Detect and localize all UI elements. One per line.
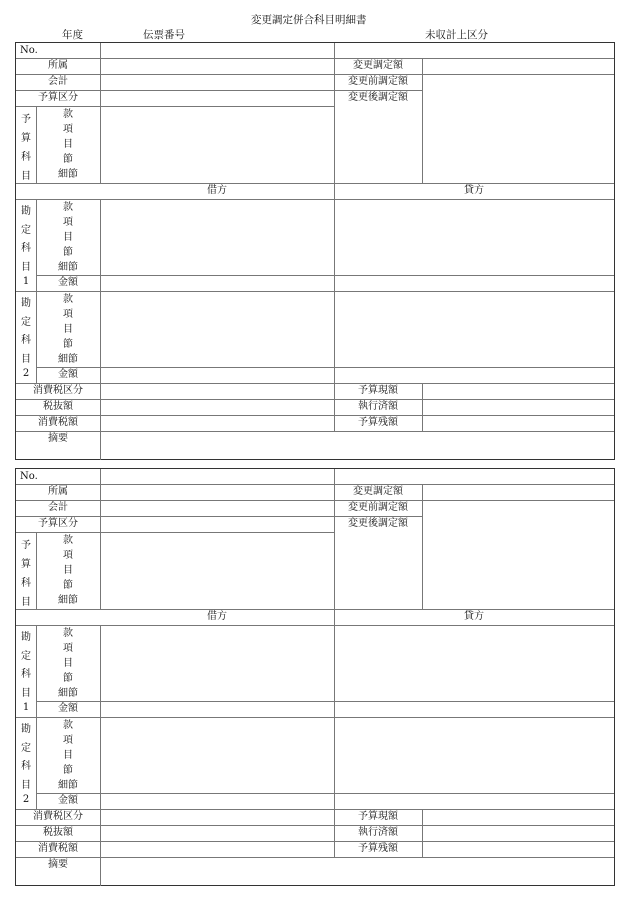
change-amount-label: 変更調定額 — [353, 486, 403, 497]
tax-amount-field[interactable] — [101, 416, 334, 431]
credit-amount-1-field[interactable] — [335, 276, 614, 291]
summary-label: 摘要 — [48, 859, 68, 870]
level-saisetsu: 細節 — [58, 595, 78, 606]
after-amount-label: 変更後調定額 — [348, 92, 408, 103]
credit-header: 貸方 — [464, 185, 484, 196]
summary-field[interactable] — [101, 432, 614, 459]
level-saisetsu: 細節 — [58, 169, 78, 180]
tax-amount-label: 消費税額 — [38, 417, 78, 428]
budget-current-label: 予算現額 — [358, 811, 398, 822]
debit-subject-1-field[interactable] — [101, 200, 334, 275]
budget-category-field[interactable] — [101, 517, 334, 532]
unrecorded-category-label: 未収計上区分 — [425, 29, 488, 41]
debit-amount-1-field[interactable] — [101, 702, 334, 717]
department-field[interactable] — [101, 485, 334, 500]
detail-form-1 — [15, 42, 615, 460]
budget-category-label: 予算区分 — [38, 518, 78, 529]
level-kou-2: 項 — [63, 735, 73, 746]
fiscal-year-label: 年度 — [62, 29, 83, 41]
budget-current-field[interactable] — [423, 384, 614, 399]
level-kan-1: 款 — [63, 202, 73, 213]
level-moku-1: 目 — [63, 658, 73, 669]
budget-remaining-field[interactable] — [423, 842, 614, 857]
level-kou-1: 項 — [63, 643, 73, 654]
level-kou-2: 項 — [63, 309, 73, 320]
credit-header: 貸方 — [464, 611, 484, 622]
level-kan-2: 款 — [63, 294, 73, 305]
budget-current-field[interactable] — [423, 810, 614, 825]
debit-amount-2-field[interactable] — [101, 368, 334, 383]
voucher-number-label: 伝票番号 — [143, 29, 185, 41]
after-amount-label: 変更後調定額 — [348, 518, 408, 529]
summary-label: 摘要 — [48, 433, 68, 444]
level-kan-1: 款 — [63, 628, 73, 639]
account-subject-1-label: 勘 定 科 目 1 — [21, 632, 31, 713]
amount-2-label: 金額 — [58, 369, 78, 380]
no-field[interactable] — [101, 43, 334, 58]
debit-subject-2-field[interactable] — [101, 718, 334, 793]
level-setsu-2: 節 — [63, 765, 73, 776]
tax-amount-field[interactable] — [101, 842, 334, 857]
credit-amount-1-field[interactable] — [335, 702, 614, 717]
summary-field[interactable] — [101, 858, 614, 885]
tax-excluded-label: 税抜額 — [43, 401, 73, 412]
tax-category-field[interactable] — [101, 384, 334, 399]
department-field[interactable] — [101, 59, 334, 74]
level-moku-1: 目 — [63, 232, 73, 243]
account-field[interactable] — [101, 75, 334, 90]
debit-amount-1-field[interactable] — [101, 276, 334, 291]
executed-field[interactable] — [423, 400, 614, 415]
tax-excluded-field[interactable] — [101, 400, 334, 415]
budget-category-field[interactable] — [101, 91, 334, 106]
level-kou: 項 — [63, 124, 73, 135]
budget-category-label: 予算区分 — [38, 92, 78, 103]
debit-amount-2-field[interactable] — [101, 794, 334, 809]
budget-remaining-label: 予算残額 — [358, 417, 398, 428]
level-kou-1: 項 — [63, 217, 73, 228]
budget-subject-label: 予 算 科 目 — [21, 114, 31, 182]
credit-subject-2-field[interactable] — [335, 718, 614, 793]
credit-subject-2-field[interactable] — [335, 292, 614, 367]
department-label: 所属 — [48, 60, 68, 71]
account-label: 会計 — [48, 76, 68, 87]
account-label: 会計 — [48, 502, 68, 513]
before-amount-label: 変更前調定額 — [348, 502, 408, 513]
amount-2-label: 金額 — [58, 795, 78, 806]
amount-1-label: 金額 — [58, 703, 78, 714]
debit-subject-1-field[interactable] — [101, 626, 334, 701]
detail-form-2 — [15, 468, 615, 886]
before-amount-label: 変更前調定額 — [348, 76, 408, 87]
executed-field[interactable] — [423, 826, 614, 841]
amount-1-label: 金額 — [58, 277, 78, 288]
debit-header: 借方 — [207, 185, 227, 196]
level-saisetsu-2: 細節 — [58, 354, 78, 365]
level-setsu-1: 節 — [63, 673, 73, 684]
debit-header: 借方 — [207, 611, 227, 622]
department-label: 所属 — [48, 486, 68, 497]
credit-subject-1-field[interactable] — [335, 626, 614, 701]
account-subject-2-label: 勘 定 科 目 2 — [21, 724, 31, 805]
credit-subject-1-field[interactable] — [335, 200, 614, 275]
no-field[interactable] — [101, 469, 334, 484]
level-kou: 項 — [63, 550, 73, 561]
tax-amount-label: 消費税額 — [38, 843, 78, 854]
credit-amount-2-field[interactable] — [335, 368, 614, 383]
level-saisetsu-1: 細節 — [58, 688, 78, 699]
form-title: 変更調定併合科目明細書 — [251, 14, 367, 26]
level-setsu: 節 — [63, 580, 73, 591]
no-label: No. — [20, 45, 38, 56]
debit-subject-2-field[interactable] — [101, 292, 334, 367]
budget-subject-field[interactable] — [101, 533, 334, 609]
level-kan: 款 — [63, 535, 73, 546]
credit-amount-2-field[interactable] — [335, 794, 614, 809]
account-field[interactable] — [101, 501, 334, 516]
level-moku: 目 — [63, 139, 73, 150]
tax-category-label: 消費税区分 — [33, 385, 83, 396]
tax-excluded-label: 税抜額 — [43, 827, 73, 838]
executed-label: 執行済額 — [358, 401, 398, 412]
change-amount-label: 変更調定額 — [353, 60, 403, 71]
level-moku: 目 — [63, 565, 73, 576]
account-subject-2-label: 勘 定 科 目 2 — [21, 298, 31, 379]
account-subject-1-label: 勘 定 科 目 1 — [21, 206, 31, 287]
level-moku-2: 目 — [63, 324, 73, 335]
tax-category-label: 消費税区分 — [33, 811, 83, 822]
executed-label: 執行済額 — [358, 827, 398, 838]
tax-excluded-field[interactable] — [101, 826, 334, 841]
level-kan: 款 — [63, 109, 73, 120]
no-label: No. — [20, 471, 38, 482]
level-setsu: 節 — [63, 154, 73, 165]
budget-current-label: 予算現額 — [358, 385, 398, 396]
level-setsu-1: 節 — [63, 247, 73, 258]
level-moku-2: 目 — [63, 750, 73, 761]
change-amount-field[interactable] — [423, 59, 614, 74]
budget-remaining-field[interactable] — [423, 416, 614, 431]
level-saisetsu-1: 細節 — [58, 262, 78, 273]
level-kan-2: 款 — [63, 720, 73, 731]
level-setsu-2: 節 — [63, 339, 73, 350]
tax-category-field[interactable] — [101, 810, 334, 825]
change-amount-field[interactable] — [423, 485, 614, 500]
level-saisetsu-2: 細節 — [58, 780, 78, 791]
budget-remaining-label: 予算残額 — [358, 843, 398, 854]
budget-subject-label: 予 算 科 目 — [21, 540, 31, 608]
budget-subject-field[interactable] — [101, 107, 334, 183]
